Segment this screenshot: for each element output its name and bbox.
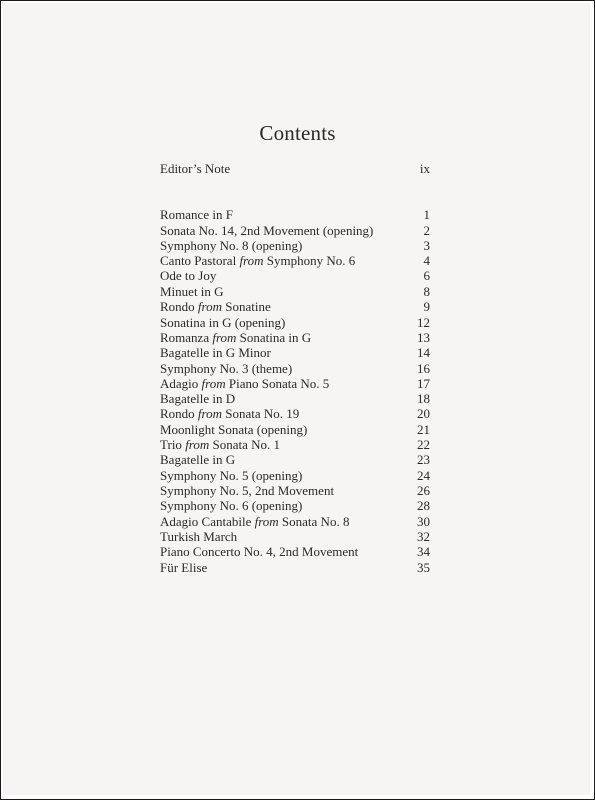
toc-row	[160, 238, 430, 254]
toc-row	[160, 315, 430, 331]
toc-row	[160, 223, 430, 239]
toc-row	[160, 483, 430, 499]
toc-page-number: 6	[423, 268, 430, 283]
toc-row	[160, 452, 430, 468]
toc-entry-title-part: Rondo	[160, 406, 198, 421]
toc-entry-title-part: Romanza	[160, 330, 213, 345]
toc-page-number: 12	[417, 315, 430, 330]
toc-entry-title-part: Sonatine	[222, 299, 271, 314]
toc-entry-title-part: Adagio	[160, 376, 202, 391]
toc-row	[160, 299, 430, 315]
toc-entry-title: Minuet in G	[160, 284, 224, 299]
toc-page-number: 1	[423, 207, 430, 222]
toc-entry-from: from	[201, 376, 226, 391]
toc-page-number: 24	[417, 468, 430, 483]
toc-entry-title-part: Rondo	[160, 299, 198, 314]
toc-page-number: 23	[417, 452, 430, 467]
toc-entry-from: from	[212, 330, 237, 345]
toc-entry-title: Symphony No. 5 (opening)	[160, 468, 303, 483]
toc-entry-title-part: Sonatina in G	[236, 330, 312, 345]
toc-entry-title	[160, 437, 280, 453]
toc-row	[160, 514, 430, 530]
toc-entry-title: Moonlight Sonata (opening)	[160, 422, 308, 437]
toc-row	[160, 560, 430, 576]
toc-entry-title: Bagatelle in D	[160, 391, 236, 406]
toc-row	[160, 253, 430, 269]
toc-page-number: 30	[417, 514, 430, 529]
toc-entry-title: Ode to Joy	[160, 268, 217, 283]
toc-row	[160, 361, 430, 377]
toc-entry-from: from	[197, 299, 222, 314]
toc-page-number: 16	[417, 361, 430, 376]
toc-row	[160, 544, 430, 560]
toc-page-number: 22	[417, 437, 430, 452]
toc-row	[160, 437, 430, 453]
toc-row	[160, 345, 430, 361]
toc-row	[160, 376, 430, 392]
toc-page-number: 21	[417, 422, 430, 437]
toc-page-number: 17	[417, 376, 430, 391]
toc-entry-title: Turkish March	[160, 529, 238, 544]
toc-entry-title	[160, 299, 271, 315]
toc-entry-title-part: Trio	[160, 437, 186, 452]
toc-page-number: 8	[423, 284, 430, 299]
toc-entry-from: from	[185, 437, 210, 452]
toc-page-number: 4	[423, 253, 430, 268]
toc-row	[160, 422, 430, 438]
toc-entry-from: from	[239, 253, 264, 268]
toc-entry-title: Piano Concerto No. 4, 2nd Movement	[160, 544, 359, 559]
toc-entry-title: Symphony No. 8 (opening)	[160, 238, 303, 253]
toc-row-editor-note	[160, 161, 430, 177]
toc-entry-title: Symphony No. 3 (theme)	[160, 361, 293, 376]
toc-entry-title	[160, 514, 349, 530]
toc-row	[160, 406, 430, 422]
toc-row	[160, 284, 430, 300]
toc-entry-title: Sonatina in G (opening)	[160, 315, 286, 330]
toc-row	[160, 268, 430, 284]
toc-entry-title	[160, 406, 299, 422]
toc-entry-title: Sonata No. 14, 2nd Movement (opening)	[160, 223, 374, 238]
toc-page-number: 13	[417, 330, 430, 345]
toc-page-number: 35	[417, 560, 430, 575]
toc-page-number: 32	[417, 529, 430, 544]
toc-page-number: 9	[423, 299, 430, 314]
toc-entry-title: Romance in F	[160, 207, 233, 222]
toc-entry-title-part: Sonata No. 19	[222, 406, 300, 421]
toc-entry-title: Symphony No. 5, 2nd Movement	[160, 483, 335, 498]
toc-entry-title	[160, 253, 355, 269]
toc-page-number: 2	[423, 223, 430, 238]
page-title: Contents	[259, 121, 336, 145]
toc-entry-title-part: Adagio Cantabile	[160, 514, 255, 529]
toc-page-number: 26	[417, 483, 430, 498]
toc-row	[160, 207, 430, 223]
toc-entry-title-part: Canto Pastoral	[160, 253, 240, 268]
toc-entry-title	[160, 330, 311, 346]
toc-entry-title-part: Sonata No. 1	[209, 437, 281, 452]
toc-entry-title: Bagatelle in G	[160, 452, 236, 467]
toc-row	[160, 330, 430, 346]
toc-row	[160, 468, 430, 484]
toc-entry-from: from	[197, 406, 222, 421]
toc-page-number: 18	[417, 391, 430, 406]
toc-entry-title: Symphony No. 6 (opening)	[160, 498, 303, 513]
toc-entry-title	[160, 376, 329, 392]
toc-row	[160, 529, 430, 545]
toc-entry-title-part: Sonata No. 8	[278, 514, 350, 529]
toc-row	[160, 498, 430, 514]
toc-entry-from: from	[254, 514, 279, 529]
toc-entry-title: Für Elise	[160, 560, 208, 575]
toc-page-number: 28	[417, 498, 430, 513]
toc-page-number: ix	[419, 161, 430, 176]
toc-entry-title-part: Piano Sonata No. 5	[225, 376, 330, 391]
toc-entry-title-part: Symphony No. 6	[263, 253, 356, 268]
toc-page-number: 34	[417, 544, 430, 559]
toc-entry-title: Bagatelle in G Minor	[160, 345, 271, 360]
toc-row	[160, 391, 430, 407]
toc-page-number: 14	[417, 345, 430, 360]
toc-page-number: 20	[417, 406, 430, 421]
toc-page-number: 3	[423, 238, 430, 253]
toc-entry-title: Editor’s Note	[160, 161, 231, 176]
